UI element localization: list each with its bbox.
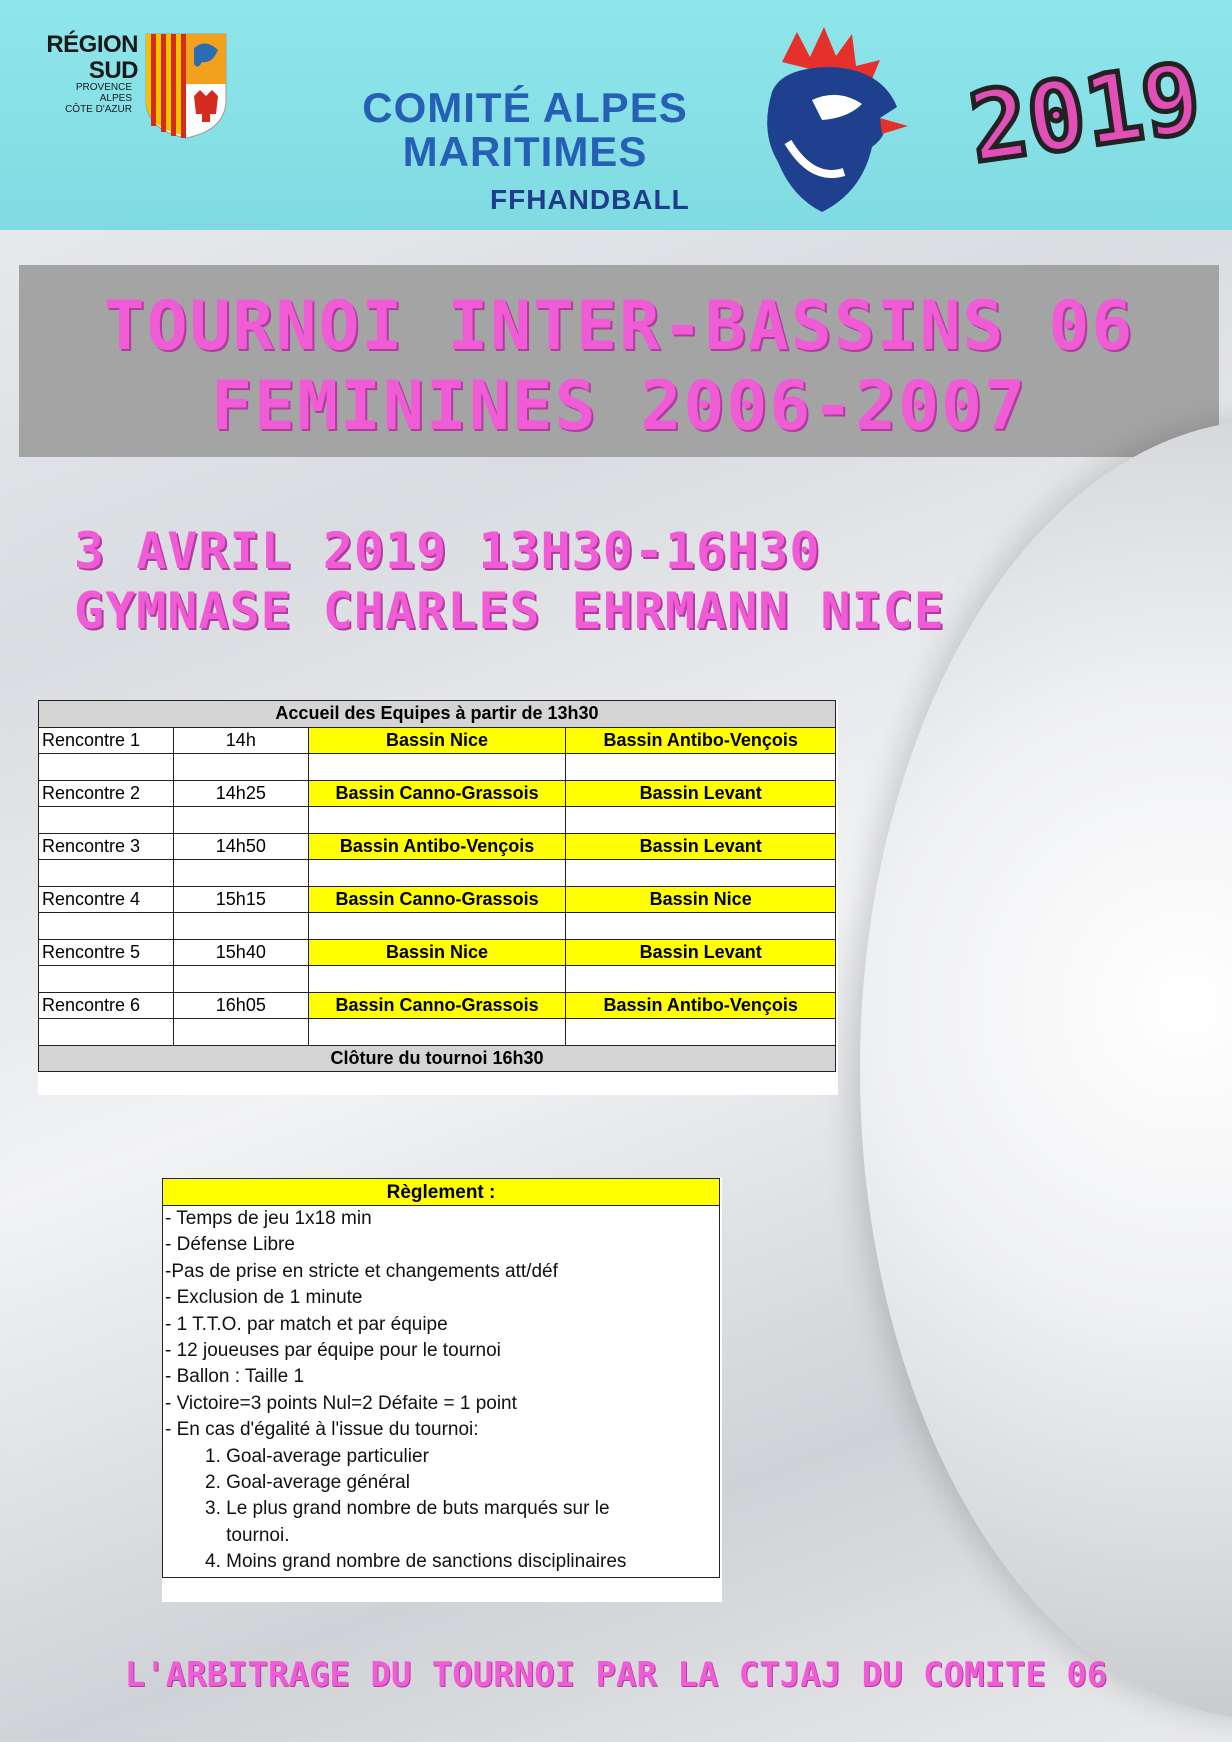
rule-item: -Pas de prise en stricte et changements att/déf [165, 1260, 558, 1282]
match-time: 14h50 [173, 833, 308, 860]
rule-item: - Ballon : Taille 1 [165, 1366, 305, 1388]
header-band [0, 0, 1232, 230]
match-team-b: Bassin Levant [566, 939, 836, 966]
table-row [39, 886, 836, 913]
match-time: 16h05 [173, 992, 308, 1019]
schedule-table [38, 700, 836, 1072]
match-team-a: Bassin Nice [308, 727, 566, 754]
match-label: Rencontre 1 [39, 727, 174, 754]
table-row [39, 780, 836, 807]
region-sub-2: ALPES [99, 93, 132, 104]
match-team-a: Bassin Nice [308, 939, 566, 966]
table-row [39, 939, 836, 966]
match-team-a: Bassin Canno-Grassois [308, 780, 566, 807]
schedule-footer-row [39, 1045, 836, 1072]
table-row-spacer [39, 807, 836, 834]
match-time: 15h40 [173, 939, 308, 966]
schedule-header: Accueil des Equipes à partir de 13h30 [39, 701, 836, 728]
tournament-title-band [19, 265, 1219, 457]
match-label: Rencontre 3 [39, 833, 174, 860]
region-sub-1: PROVENCE [75, 82, 132, 93]
rules-box [162, 1178, 720, 1578]
region-line-1: RÉGION [46, 31, 138, 58]
rule-item: - Défense Libre [165, 1234, 295, 1256]
rules-title: Règlement : [163, 1179, 719, 1206]
rule-item: - Temps de jeu 1x18 min [165, 1208, 372, 1229]
match-team-b: Bassin Antibo-Vençois [566, 992, 836, 1019]
match-team-b: Bassin Nice [566, 886, 836, 913]
rule-item: - Victoire=3 points Nul=2 Défaite = 1 point [165, 1392, 517, 1414]
event-venue: GYMNASE CHARLES EHRMANN NICE [74, 582, 945, 640]
match-team-b: Bassin Levant [566, 780, 836, 807]
rule-item: - 12 joueuses par équipe pour le tournoi [165, 1339, 501, 1361]
tournament-title-line-1: TOURNOI INTER-BASSINS 06 [103, 287, 1135, 366]
comite-title [320, 86, 730, 174]
match-time: 14h [173, 727, 308, 754]
match-label: Rencontre 6 [39, 992, 174, 1019]
match-label: Rencontre 4 [39, 886, 174, 913]
table-row-spacer [39, 860, 836, 887]
table-row [39, 833, 836, 860]
match-label: Rencontre 5 [39, 939, 174, 966]
tiebreaker-item: tournoi. [205, 1524, 290, 1546]
match-time: 15h15 [173, 886, 308, 913]
table-row [39, 727, 836, 754]
event-date-time: 3 AVRIL 2019 13H30-16H30 [74, 522, 821, 580]
year-badge: 2019 [962, 41, 1208, 185]
table-row-spacer [39, 966, 836, 993]
tiebreaker-item: 1. Goal-average particulier [205, 1445, 429, 1467]
tiebreaker-item: 2. Goal-average général [205, 1471, 410, 1493]
tiebreaker-item: 3. Le plus grand nombre de buts marqués sur le [205, 1498, 610, 1520]
tiebreaker-item: 4. Moins grand nombre de sanctions disciplinaires [205, 1551, 627, 1573]
tournament-title-line-2: FEMININES 2006-2007 [211, 367, 1027, 446]
rules-panel [162, 1178, 722, 1602]
rule-item: - En cas d'égalité à l'issue du tournoi: [165, 1419, 479, 1441]
footer-note: L'ARBITRAGE DU TOURNOI PAR LA CTJAJ DU COMITE 06 [124, 1655, 1108, 1695]
table-row-spacer [39, 754, 836, 781]
rule-item: - 1 T.T.O. par match et par équipe [165, 1313, 448, 1335]
ffhandball-wordmark: FFHANDBALL [490, 184, 690, 215]
region-shield-icon [142, 30, 230, 140]
match-team-a: Bassin Canno-Grassois [308, 886, 566, 913]
schedule-footer: Clôture du tournoi 16h30 [39, 1045, 836, 1072]
schedule-header-row [39, 701, 836, 728]
rooster-logo-icon [752, 22, 912, 217]
comite-line-1: COMITÉ ALPES [362, 84, 688, 131]
match-label: Rencontre 2 [39, 780, 174, 807]
region-sub-3: CÔTE D'AZUR [65, 104, 132, 115]
table-row [39, 992, 836, 1019]
table-row-spacer [39, 1019, 836, 1046]
match-team-b: Bassin Antibo-Vençois [566, 727, 836, 754]
match-team-a: Bassin Antibo-Vençois [308, 833, 566, 860]
region-line-2: SUD [88, 57, 138, 84]
match-team-b: Bassin Levant [566, 833, 836, 860]
rule-item: - Exclusion de 1 minute [165, 1287, 363, 1309]
match-team-a: Bassin Canno-Grassois [308, 992, 566, 1019]
match-time: 14h25 [173, 780, 308, 807]
comite-line-2: MARITIMES [402, 128, 648, 175]
schedule-panel [38, 700, 838, 1095]
table-row-spacer [39, 913, 836, 940]
